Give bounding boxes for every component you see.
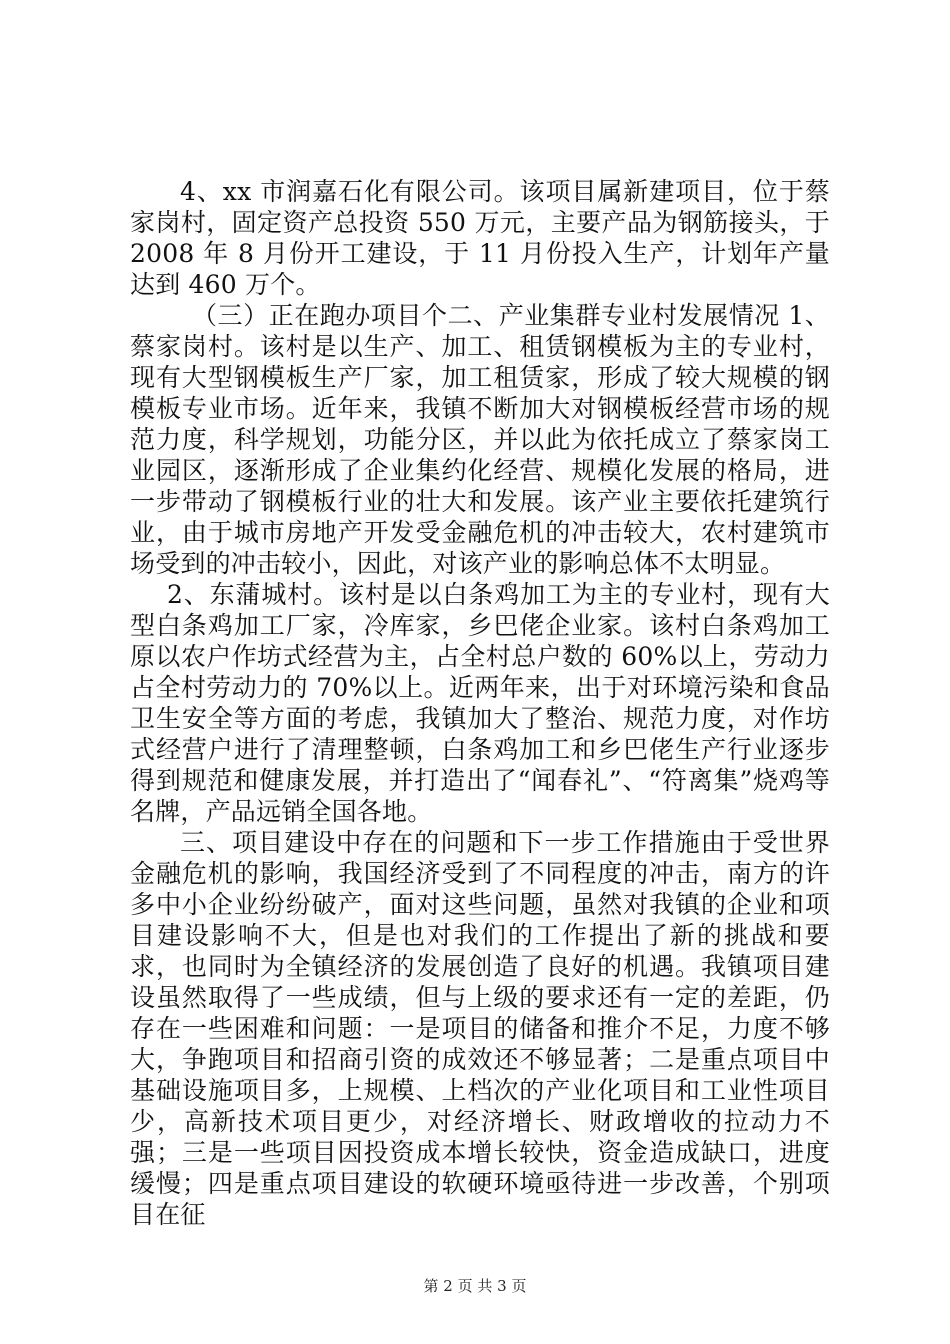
paragraph-industry-cluster: （三）正在跑办项目个二、产业集群专业村发展情况 1、蔡家岗村。该村是以生产、加工、租赁钢模板为主的专业村，现有大型钢模板生产厂家，加工租赁家，形成了较大规模的钢模板专业市场。近年来，我镇不断加大对钢模板经营市场的规范力度，科学规划，功能分区，并以此为依托成立了蔡家岗工业园区，逐渐形成了企业集约化经营、规模化发展的格局，进一步带动了钢模板行业的壮大和发展。该产业主要依托建筑行业，由于城市房地产开发受金融危机的冲击较大，农村建筑市场受到的冲击较小，因此，对该产业的影响总体不太明显。	[130, 301, 830, 578]
document-body	[130, 176, 830, 1230]
paragraph-dongpucheng-village: 2、东蒲城村。该村是以白条鸡加工为主的专业村，现有大型白条鸡加工厂家，冷库家，乡巴佬企业家。该村白条鸡加工原以农户作坊式经营为主，占全村总户数的 60%以上，劳动力占全村劳动力的 70%以上。近两年来，出于对环境污染和食品卫生安全等方面的考虑，我镇加大了整治、规范力度，对作坊式经营户进行了清理整顿，白条鸡加工和乡巴佬生产行业逐步得到规范和健康发展，并打造出了“闻春礼”、“符离集”烧鸡等名牌，产品远销全国各地。	[130, 580, 830, 826]
paragraph-problems-measures: 三、项目建设中存在的问题和下一步工作措施由于受世界金融危机的影响，我国经济受到了不同程度的冲击，南方的许多中小企业纷纷破产，面对这些问题，虽然对我镇的企业和项目建设影响不大，但是也对我们的工作提出了新的挑战和要求，也同时为全镇经济的发展创造了良好的机遇。我镇项目建设虽然取得了一些成绩，但与上级的要求还有一定的差距，仍存在一些困难和问题：一是项目的储备和推介不足，力度不够大，争跑项目和招商引资的成效还不够显著；二是重点项目中基础设施项目多，上规模、上档次的产业化项目和工业性项目少，高新技术项目更少，对经济增长、财政增收的拉动力不强；三是一些项目因投资成本增长较快，资金造成缺口，进度缓慢；四是重点项目建设的软硬环境亟待进一步改善，个别项目在征	[130, 828, 830, 1229]
page-number-footer: 第 2 页 共 3 页	[423, 1277, 527, 1295]
paragraph-project-4: 4、xx 市润嘉石化有限公司。该项目属新建项目，位于蔡家岗村，固定资产总投资 550 万元，主要产品为钢筋接头，于 2008 年 8 月份开工建设，于 11 月份投入生产，计划年产量达到 460 万个。	[130, 177, 830, 299]
